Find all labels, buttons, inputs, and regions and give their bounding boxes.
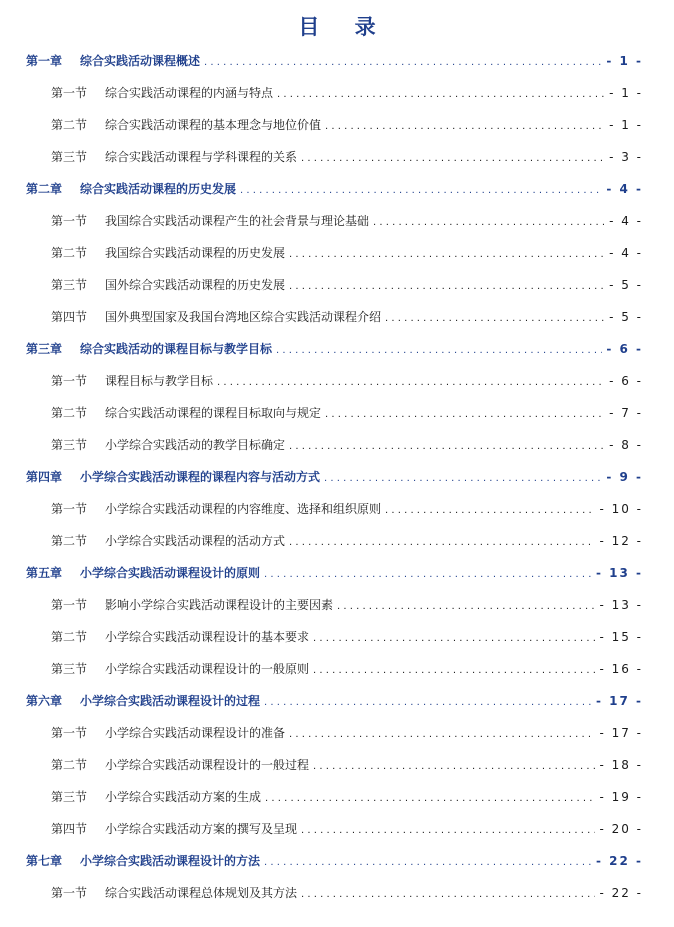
entry-number: 第四节	[51, 310, 88, 324]
entry-number: 第一节	[51, 214, 88, 228]
dot-leader	[264, 567, 592, 583]
dot-leader	[204, 55, 602, 71]
dot-leader	[240, 183, 602, 199]
entry-number: 第三节	[51, 278, 88, 292]
entry-page: - 18 -	[599, 758, 643, 772]
entry-title: 小学综合实践活动课程设计的准备	[105, 726, 286, 740]
dot-leader	[385, 503, 595, 519]
entry-page: - 20 -	[599, 822, 643, 836]
entry-number: 第二节	[51, 118, 88, 132]
entry-number: 第一节	[51, 502, 88, 516]
toc-section-row[interactable]	[51, 277, 643, 295]
entry-page: - 15 -	[599, 630, 643, 644]
entry-page: - 1 -	[609, 118, 643, 132]
toc-section-row[interactable]	[51, 437, 643, 455]
toc-section-row[interactable]	[51, 725, 643, 743]
dot-leader	[324, 471, 602, 487]
dot-leader	[265, 791, 595, 807]
toc-section-row[interactable]	[51, 85, 643, 103]
dot-leader	[373, 215, 605, 231]
dot-leader	[264, 695, 592, 711]
entry-number: 第六章	[26, 694, 63, 708]
entry-title: 小学综合实践活动课程设计的原则	[80, 566, 261, 580]
entry-title: 小学综合实践活动课程设计的一般原则	[105, 662, 310, 676]
toc-section-row[interactable]	[51, 501, 643, 519]
entry-page: - 6 -	[609, 374, 643, 388]
entry-page: - 9 -	[606, 470, 643, 484]
entry-number: 第二节	[51, 630, 88, 644]
entry-title: 小学综合实践活动课程设计的方法	[80, 854, 261, 868]
toc-section-row[interactable]	[51, 309, 643, 327]
dot-leader	[217, 375, 605, 391]
dot-leader	[277, 87, 605, 103]
toc-section-row[interactable]	[51, 117, 643, 135]
toc-section-row[interactable]	[51, 597, 643, 615]
dot-leader	[301, 887, 595, 903]
entry-number: 第一节	[51, 598, 88, 612]
toc-section-row[interactable]	[51, 789, 643, 807]
entry-page: - 1 -	[606, 54, 643, 68]
entry-title: 综合实践活动课程概述	[80, 54, 201, 68]
toc-chapter-row[interactable]	[26, 565, 643, 583]
entry-title: 综合实践活动课程的基本理念与地位价值	[105, 118, 322, 132]
entry-title: 小学综合实践活动课程的课程内容与活动方式	[80, 470, 321, 484]
toc-section-row[interactable]	[51, 629, 643, 647]
dot-leader	[289, 247, 605, 263]
entry-title: 影响小学综合实践活动课程设计的主要因素	[105, 598, 334, 612]
entry-title: 国外典型国家及我国台湾地区综合实践活动课程介绍	[105, 310, 382, 324]
entry-number: 第二节	[51, 758, 88, 772]
entry-page: - 1 -	[609, 86, 643, 100]
entry-number: 第二节	[51, 534, 88, 548]
entry-number: 第三章	[26, 342, 63, 356]
dot-leader	[301, 151, 605, 167]
toc-chapter-row[interactable]	[26, 341, 643, 359]
entry-page: - 19 -	[599, 790, 643, 804]
dot-leader	[289, 535, 595, 551]
entry-title: 小学综合实践活动方案的生成	[105, 790, 262, 804]
entry-number: 第四节	[51, 822, 88, 836]
toc-chapter-row[interactable]	[26, 693, 643, 711]
entry-page: - 4 -	[606, 182, 643, 196]
dot-leader	[276, 343, 602, 359]
entry-number: 第七章	[26, 854, 63, 868]
entry-number: 第三节	[51, 438, 88, 452]
toc-chapter-row[interactable]	[26, 469, 643, 487]
toc-section-row[interactable]	[51, 149, 643, 167]
entry-title: 小学综合实践活动课程设计的一般过程	[105, 758, 310, 772]
entry-page: - 7 -	[609, 406, 643, 420]
page-title: 目 录	[298, 15, 390, 39]
entry-title: 小学综合实践活动的教学目标确定	[105, 438, 286, 452]
toc-section-row[interactable]	[51, 405, 643, 423]
entry-title: 综合实践活动课程总体规划及其方法	[105, 886, 298, 900]
entry-number: 第二节	[51, 246, 88, 260]
dot-leader	[313, 759, 595, 775]
dot-leader	[289, 279, 605, 295]
dot-leader	[325, 407, 605, 423]
entry-title: 综合实践活动的课程目标与教学目标	[80, 342, 273, 356]
toc-section-row[interactable]	[51, 245, 643, 263]
dot-leader	[385, 311, 605, 327]
entry-page: - 5 -	[609, 310, 643, 324]
toc-section-row[interactable]	[51, 213, 643, 231]
entry-title: 国外综合实践活动课程的历史发展	[105, 278, 286, 292]
entry-page: - 12 -	[599, 534, 643, 548]
entry-number: 第二章	[26, 182, 63, 196]
dot-leader	[325, 119, 605, 135]
toc-chapter-row[interactable]	[26, 53, 643, 71]
toc-section-row[interactable]	[51, 757, 643, 775]
entry-title: 综合实践活动课程与学科课程的关系	[105, 150, 298, 164]
dot-leader	[337, 599, 595, 615]
entry-number: 第一节	[51, 86, 88, 100]
entry-number: 第二节	[51, 406, 88, 420]
entry-title: 小学综合实践活动课程设计的过程	[80, 694, 261, 708]
entry-page: - 6 -	[606, 342, 643, 356]
entry-number: 第三节	[51, 662, 88, 676]
entry-page: - 10 -	[599, 502, 643, 516]
toc-chapter-row[interactable]	[26, 853, 643, 871]
entry-title: 小学综合实践活动课程设计的基本要求	[105, 630, 310, 644]
entry-title: 综合实践活动课程的课程目标取向与规定	[105, 406, 322, 420]
entry-number: 第三节	[51, 790, 88, 804]
entry-page: - 4 -	[609, 246, 643, 260]
entry-number: 第一节	[51, 886, 88, 900]
toc-section-row[interactable]	[51, 661, 643, 679]
dot-leader	[301, 823, 595, 839]
entry-title: 综合实践活动课程的历史发展	[80, 182, 237, 196]
entry-title: 我国综合实践活动课程的历史发展	[105, 246, 286, 260]
entry-number: 第一节	[51, 726, 88, 740]
entry-title: 小学综合实践活动课程的内容维度、选择和组织原则	[105, 502, 382, 516]
entry-title: 综合实践活动课程的内涵与特点	[105, 86, 274, 100]
dot-leader	[313, 663, 595, 679]
entry-number: 第三节	[51, 150, 88, 164]
dot-leader	[313, 631, 595, 647]
entry-title: 我国综合实践活动课程产生的社会背景与理论基础	[105, 214, 370, 228]
entry-page: - 8 -	[609, 438, 643, 452]
entry-title: 课程目标与教学目标	[105, 374, 214, 388]
entry-page: - 4 -	[609, 214, 643, 228]
entry-title: 小学综合实践活动方案的撰写及呈现	[105, 822, 298, 836]
toc-section-row[interactable]	[51, 373, 643, 391]
entry-page: - 16 -	[599, 662, 643, 676]
entry-page: - 5 -	[609, 278, 643, 292]
entry-page: - 3 -	[609, 150, 643, 164]
entry-number: 第五章	[26, 566, 63, 580]
dot-leader	[289, 727, 595, 743]
entry-title: 小学综合实践活动课程的活动方式	[105, 534, 286, 548]
entry-number: 第一节	[51, 374, 88, 388]
toc-section-row[interactable]	[51, 885, 643, 903]
entry-number: 第一章	[26, 54, 63, 68]
entry-page: - 13 -	[595, 566, 643, 580]
toc-chapter-row[interactable]	[26, 181, 643, 199]
entry-page: - 22 -	[599, 886, 643, 900]
entry-page: - 22 -	[595, 854, 643, 868]
toc-section-row[interactable]	[51, 821, 643, 839]
entry-page: - 17 -	[599, 726, 643, 740]
dot-leader	[289, 439, 605, 455]
toc-section-row[interactable]	[51, 533, 643, 551]
entry-page: - 13 -	[599, 598, 643, 612]
entry-page: - 17 -	[595, 694, 643, 708]
dot-leader	[264, 855, 592, 871]
entry-number: 第四章	[26, 470, 63, 484]
